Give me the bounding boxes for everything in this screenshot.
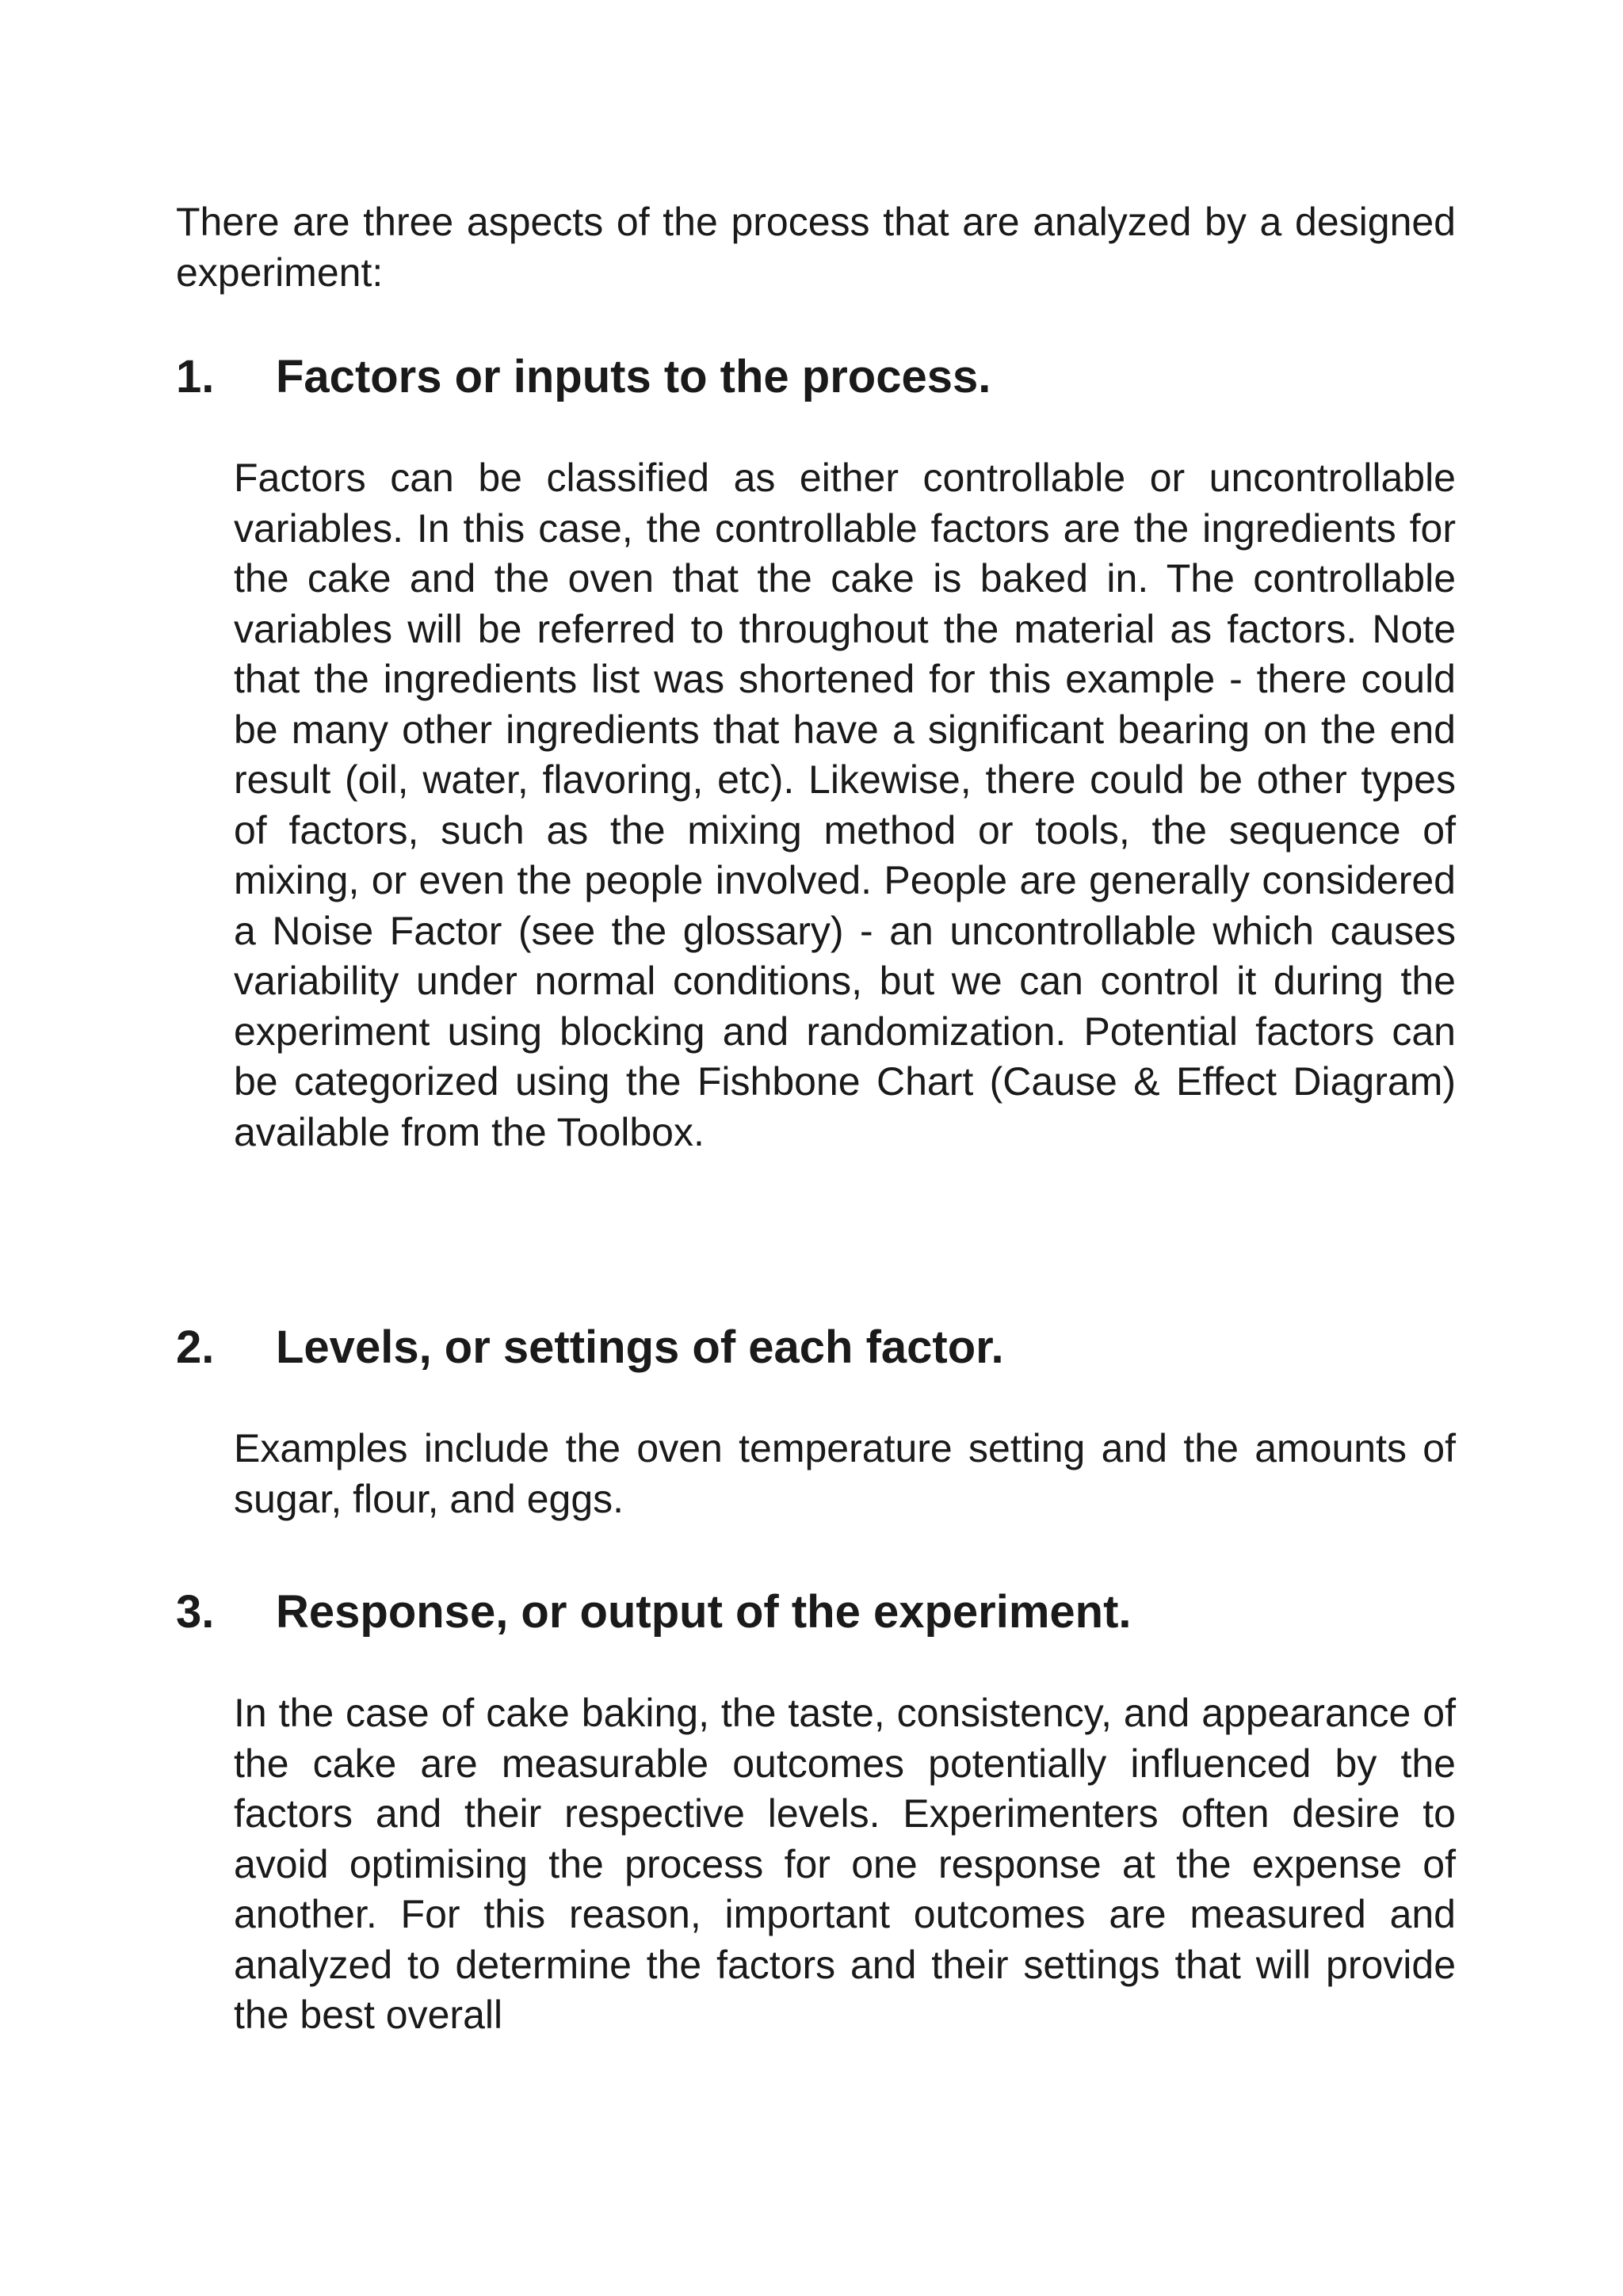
intro-paragraph: There are three aspects of the process that are analyzed by a designed experiment: bbox=[176, 200, 1456, 295]
section-levels bbox=[176, 1319, 1456, 1524]
section-title: Factors or inputs to the process. bbox=[276, 351, 991, 402]
section-body: Factors can be classified as either controllable or uncontrollable variables. In this case, the controllable factors are the ingredients for the cake and the oven that the cake is baked in. The controllable variables will be referred to throughout the material as factors. Note that the ingredients list was shortened for this example - there could be many other ingredients that have a significant bearing on the end result (oil, water, flavoring, etc). Likewise, there could be other types of factors, such as the mixing method or tools, the sequence of mixing, or even the people involved. People are generally considered a Noise Factor (see the glossary) - an uncontrollable which causes variability under normal conditions, but we can control it during the experiment using blocking and randomization. Potential factors can be categorized using the Fishbone Chart (Cause & Effect Diagram) available from the Toolbox. bbox=[234, 456, 1456, 1154]
section-factors bbox=[176, 349, 1456, 1158]
section-number: 2. bbox=[176, 1322, 215, 1373]
section-number: 1. bbox=[176, 351, 215, 402]
section-title: Levels, or settings of each factor. bbox=[276, 1322, 1004, 1373]
section-heading bbox=[176, 349, 1456, 406]
section-heading bbox=[176, 1319, 1456, 1376]
section-number: 3. bbox=[176, 1586, 215, 1638]
section-heading bbox=[176, 1584, 1456, 1641]
section-response bbox=[176, 1584, 1456, 2041]
section-title: Response, or output of the experiment. bbox=[276, 1586, 1132, 1638]
section-body: Examples include the oven temperature setting and the amounts of sugar, flour, and eggs. bbox=[234, 1426, 1456, 1521]
section-body: In the case of cake baking, the taste, consistency, and appearance of the cake are measurable outcomes potentially influenced by the factors and their respective levels. Experimenters often desire to avoid optimising the process for one response at the expense of another. For this reason, important outcomes are measured and analyzed to determine the factors and their settings that will provide the best overall bbox=[234, 1691, 1456, 2037]
